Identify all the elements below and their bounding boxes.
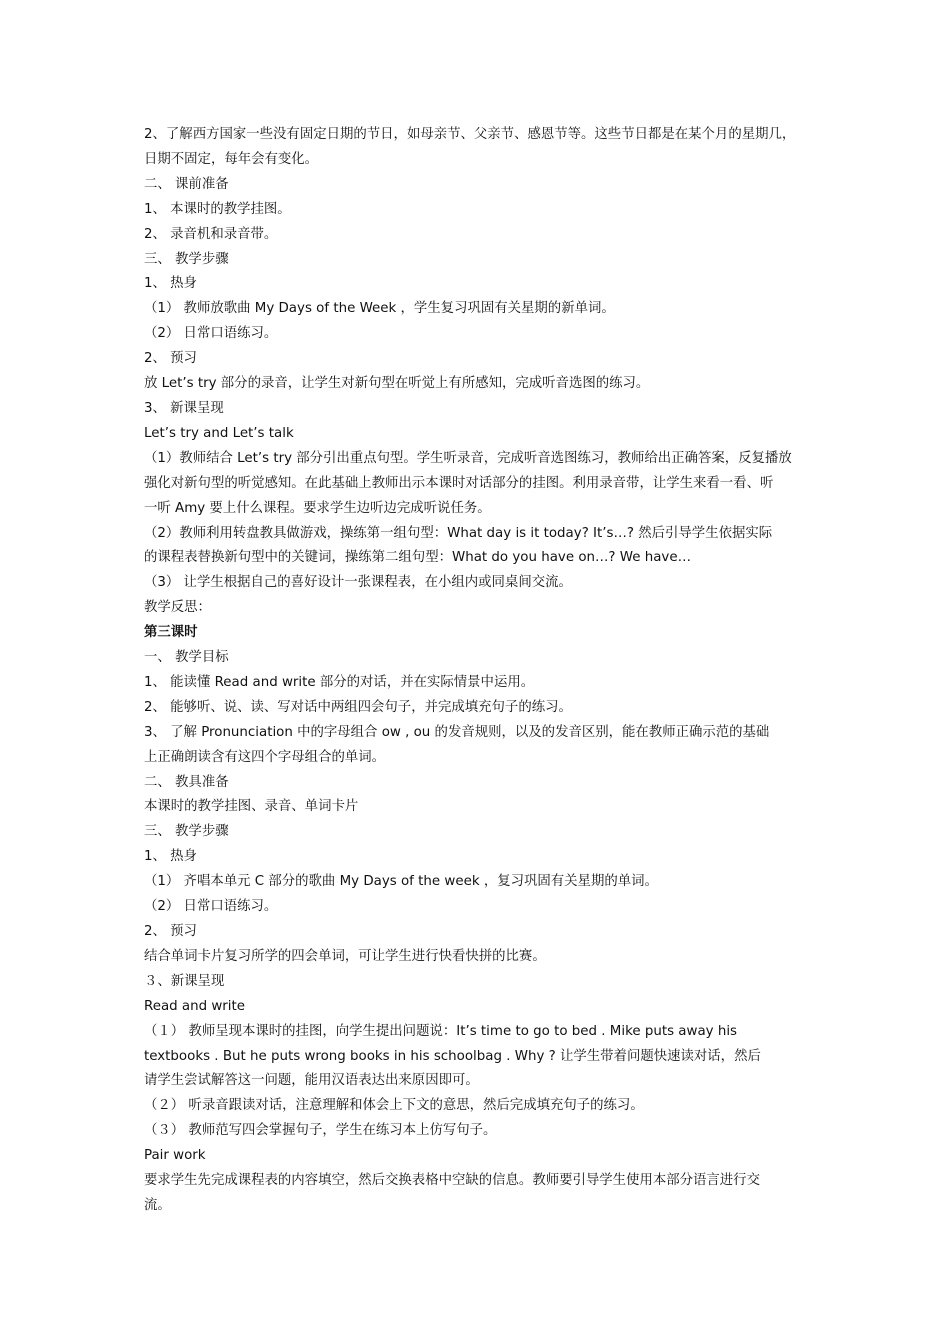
text-line: 一、 教学目标 [144, 650, 229, 666]
text-line: Pair work [144, 1148, 206, 1164]
text-line: Let’s try and Let’s talk [144, 425, 294, 441]
text-line: Read and write [144, 998, 246, 1014]
text-line: 1、 能读懂 Read and write 部分的对话，并在实际情景中运用。 [144, 674, 535, 690]
text-line: 请学生尝试解答这一问题，能用汉语表达出来原因即可。 [144, 1073, 479, 1089]
text-line: （１） 教师呈现本课时的挂图，向学生提出问题说：It’s time to go to bed . Mike puts away his [144, 1023, 738, 1039]
text-line: （1） 教师放歌曲 My Days of the Week ，学生复习巩固有关星期的新单词。 [144, 301, 615, 317]
text-line: （1） 齐唱本单元 C 部分的歌曲 My Days of the week ，复习巩固有关星期的单词。 [144, 874, 658, 890]
text-line: （３） 教师范写四会掌握句子，学生在练习本上仿写句子。 [144, 1123, 497, 1139]
text-line: （2）教师利用转盘教具做游戏，操练第一组句型：What day is it today? It’s…? 然后引导学生依据实际 [144, 525, 773, 541]
text-line: 二、 教具准备 [144, 774, 229, 790]
text-line: 2、 预习 [144, 351, 197, 367]
text-line: 要求学生先完成课程表的内容填空，然后交换表格中空缺的信息。教师要引导学生使用本部分语言进行交 [144, 1173, 760, 1189]
text-line: 的课程表替换新句型中的关键词，操练第二组句型：What do you have on…? We have… [144, 550, 691, 566]
text-line: 本课时的教学挂图、录音、单词卡片 [144, 799, 359, 815]
text-line: （２） 听录音跟读对话，注意理解和体会上下文的意思，然后完成填充句子的练习。 [144, 1098, 644, 1114]
section-heading: 第三课时 [144, 625, 198, 641]
text-line: ３、新课呈现 [144, 973, 225, 989]
text-line: 2、 能够听、说、读、写对话中两组四会句子，并完成填充句子的练习。 [144, 699, 572, 715]
text-line: 三、 教学步骤 [144, 824, 229, 840]
text-line: （2） 日常口语练习。 [144, 899, 278, 915]
text-line: 1、 本课时的教学挂图。 [144, 201, 291, 217]
text-line: 流。 [144, 1197, 171, 1213]
text-line: 2、 预习 [144, 924, 197, 939]
text-line: 上正确朗读含有这四个字母组合的单词。 [144, 749, 386, 765]
text-line: 3、 了解 Pronunciation 中的字母组合 ow , ou 的发音规则，以及的发音区别，能在教师正确示范的基础 [144, 724, 770, 740]
text-line: 1、 热身 [144, 849, 197, 865]
text-line: 3、 新课呈现 [144, 400, 224, 416]
text-line: 2、了解西方国家一些没有固定日期的节日，如母亲节、父亲节、感恩节等。这些节日都是在某个月的星期几， [144, 127, 796, 142]
text-line: 放 Let’s try 部分的录音，让学生对新句型在听觉上有所感知，完成听音选图的练习。 [144, 376, 650, 392]
text-line: （2） 日常口语练习。 [144, 326, 278, 342]
text-line: 2、 录音机和录音带。 [144, 226, 278, 242]
document-body [144, 123, 816, 1219]
text-line: 强化对新句型的听觉感知。在此基础上教师出示本课时对话部分的挂图。利用录音带，让学生来看一看、听 [144, 475, 774, 491]
text-line: 三、 教学步骤 [144, 251, 229, 267]
text-line: 结合单词卡片复习所学的四会单词，可让学生进行快看快拼的比赛。 [144, 948, 546, 964]
text-line: 1、 热身 [144, 276, 197, 292]
text-line: 教学反思： [144, 600, 211, 616]
text-line: 日期不固定，每年会有变化。 [144, 151, 319, 167]
text-line: （3） 让学生根据自己的喜好设计一张课程表，在小组内或同桌间交流。 [144, 575, 572, 591]
text-line: 一听 Amy 要上什么课程。要求学生边听边完成听说任务。 [144, 500, 491, 516]
text-line: textbooks . But he puts wrong books in his schoolbag . Why ? 让学生带着问题快速读对话，然后 [144, 1048, 761, 1064]
text-line: 二、 课前准备 [144, 176, 229, 192]
text-line: （1）教师结合 Let’s try 部分引出重点句型。学生听录音，完成听音选图练习，教师给出正确答案，反复播放 [144, 450, 792, 466]
